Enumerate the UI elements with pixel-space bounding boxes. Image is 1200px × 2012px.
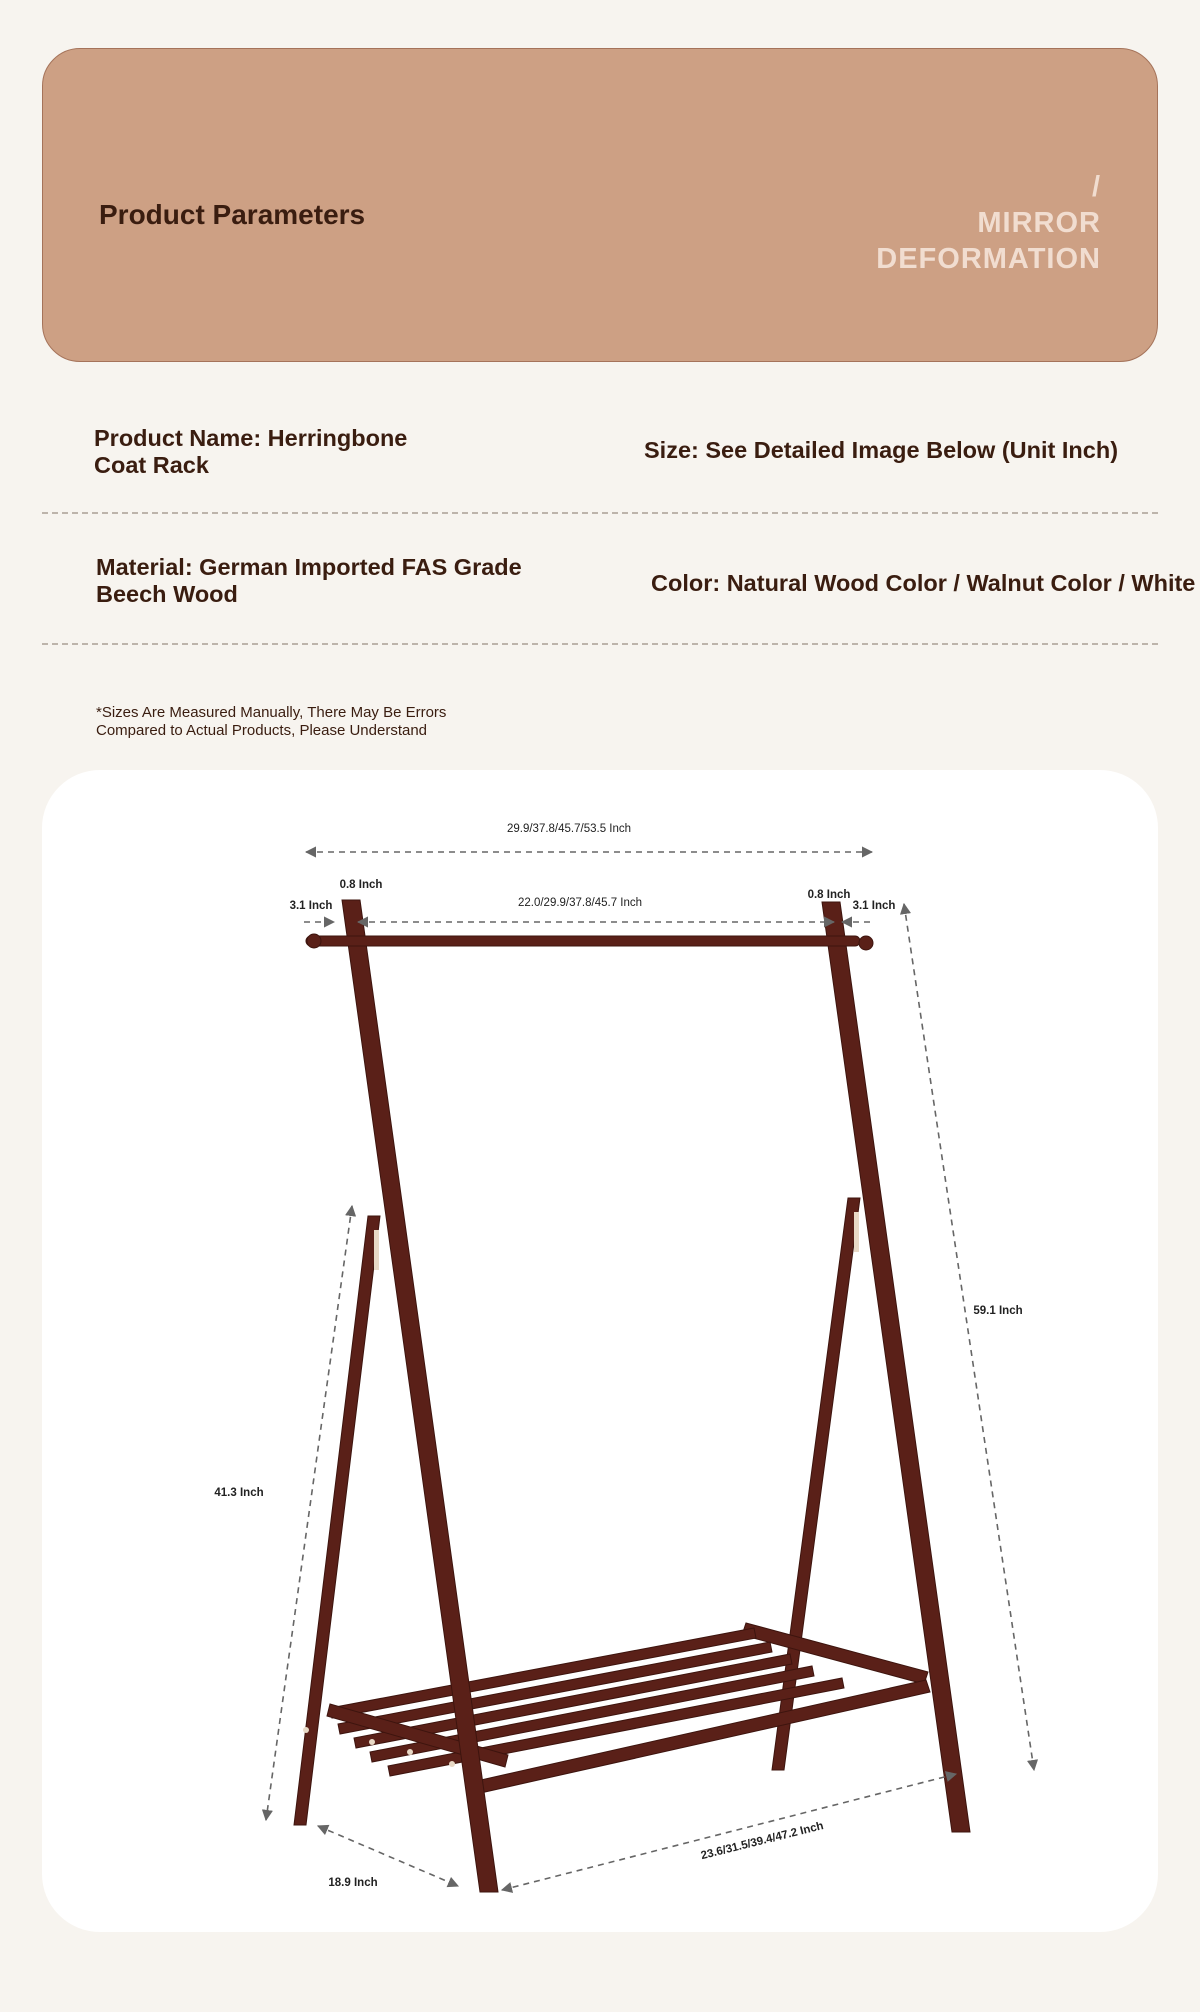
coat-rack-illustration (294, 900, 970, 1892)
screw (369, 1739, 375, 1745)
tagline-slash: / (1091, 171, 1101, 203)
banner-title: Product Parameters (99, 199, 366, 230)
screw (449, 1761, 455, 1767)
hinge-plate-left (374, 1230, 379, 1270)
hinge-plate-right (854, 1212, 859, 1252)
label-overhang-right: 3.1 Inch (852, 900, 896, 912)
divider (42, 643, 1158, 645)
screw (407, 1749, 413, 1755)
label-height: 59.1 Inch (973, 1305, 1023, 1317)
param-color: Color: Natural Wood Color / Walnut Color / White (651, 570, 1196, 596)
rod-end-left (307, 934, 321, 948)
label-depth: 18.9 Inch (328, 1877, 378, 1889)
screw (303, 1727, 309, 1733)
shelf-length-line (502, 1774, 956, 1890)
label-rod-thickness-right: 0.8 Inch (807, 889, 851, 901)
parameters-banner (42, 48, 1158, 362)
measurement-note: *Sizes Are Measured Manually, There May Be Errors Compared to Actual Products, Please Understand (96, 704, 447, 739)
label-back-leg-height: 41.3 Inch (214, 1487, 264, 1499)
hanging-rod (306, 936, 860, 946)
tagline-line-1: MIRROR (977, 207, 1101, 239)
param-size: Size: See Detailed Image Below (Unit Inch) (644, 437, 1119, 463)
divider (42, 512, 1158, 514)
label-overall-width: 29.9/37.8/45.7/53.5 Inch (506, 823, 632, 835)
param-material: Material: German Imported FAS Grade Beech Wood (96, 554, 522, 607)
tagline-line-2: DEFORMATION (876, 243, 1101, 275)
param-product-name: Product Name: Herringbone Coat Rack (94, 425, 408, 478)
label-shelf-length: 23.6/31.5/39.4/47.2 Inch (699, 1820, 825, 1863)
coat-rack-diagram (42, 770, 1158, 1932)
rod-end-right (859, 936, 873, 950)
dimension-card (42, 770, 1158, 1932)
label-rod-thickness-left: 0.8 Inch (339, 879, 383, 891)
label-inner-width: 22.0/29.9/37.8/45.7 Inch (517, 897, 643, 909)
banner-tagline (876, 169, 1101, 277)
label-overhang-left: 3.1 Inch (289, 900, 333, 912)
height-line (904, 904, 1034, 1770)
